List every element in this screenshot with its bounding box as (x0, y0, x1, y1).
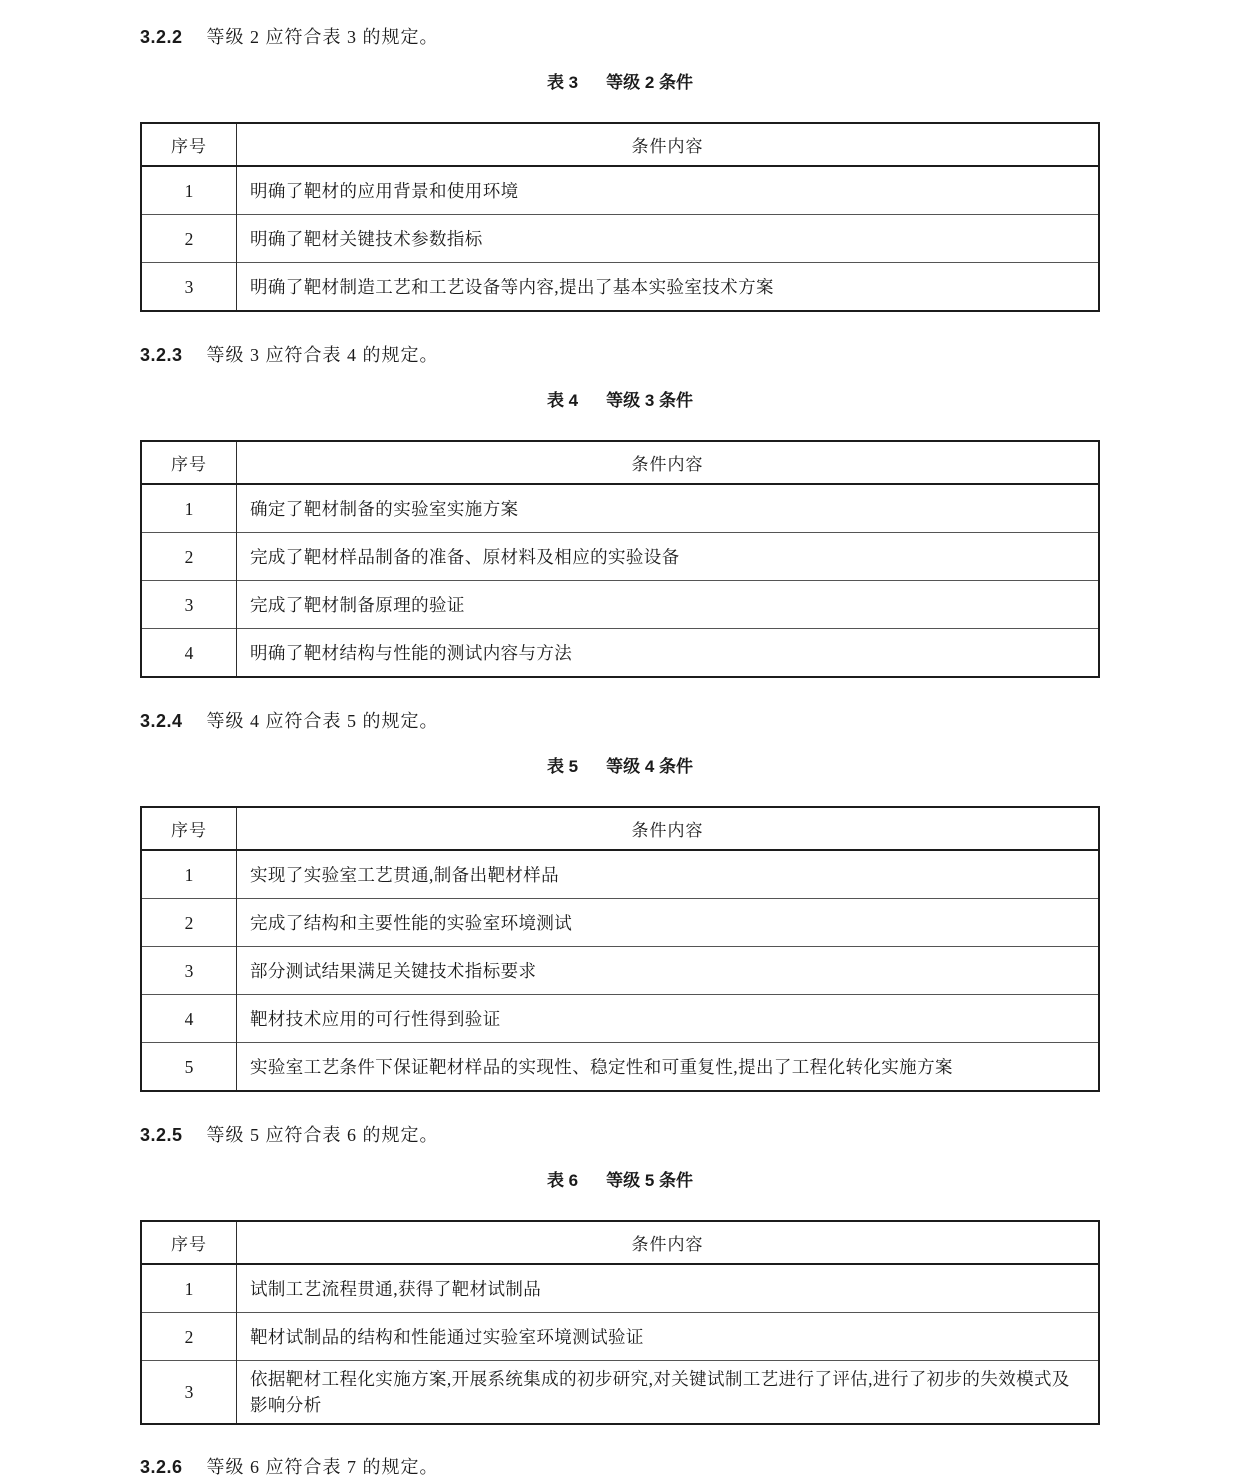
clause-text: 等级 4 应符合表 5 的规定。 (206, 711, 439, 731)
section-3-2-3 (140, 344, 1100, 678)
row-number: 2 (141, 1313, 237, 1361)
table-caption (140, 390, 1100, 412)
clause-number: 3.2.6 (140, 1457, 183, 1477)
table-caption-title: 等级 2 条件 (606, 73, 694, 92)
table-row (141, 1361, 1099, 1425)
table-caption (140, 756, 1100, 778)
row-number: 3 (141, 263, 237, 312)
row-number: 3 (141, 947, 237, 995)
column-header-no: 序号 (141, 1221, 237, 1264)
row-content: 靶材试制品的结构和性能通过实验室环境测试验证 (237, 1313, 1100, 1361)
conditions-table-5 (140, 806, 1100, 1092)
clause-heading (140, 1124, 1100, 1146)
clause-heading (140, 710, 1100, 732)
section-3-2-6 (140, 1456, 1100, 1478)
row-number: 4 (141, 629, 237, 678)
table-row (141, 215, 1099, 263)
table-caption-label: 表 6 (546, 1171, 579, 1190)
table-row (141, 533, 1099, 581)
table-row (141, 1313, 1099, 1361)
row-number: 1 (141, 166, 237, 215)
column-header-no: 序号 (141, 807, 237, 850)
conditions-table-3 (140, 122, 1100, 312)
row-content: 明确了靶材的应用背景和使用环境 (237, 166, 1100, 215)
column-header-content: 条件内容 (237, 441, 1100, 484)
column-header-content: 条件内容 (237, 807, 1100, 850)
clause-number: 3.2.5 (140, 1125, 183, 1145)
row-content: 确定了靶材制备的实验室实施方案 (237, 484, 1100, 533)
row-number: 3 (141, 1361, 237, 1425)
row-content: 实验室工艺条件下保证靶材样品的实现性、稳定性和可重复性,提出了工程化转化实施方案 (237, 1043, 1100, 1092)
row-content: 完成了靶材样品制备的准备、原材料及相应的实验设备 (237, 533, 1100, 581)
table-header-row (141, 1221, 1099, 1264)
row-number: 1 (141, 484, 237, 533)
table-row (141, 263, 1099, 312)
table-row (141, 629, 1099, 678)
table-caption-label: 表 4 (546, 391, 579, 410)
table-caption (140, 1170, 1100, 1192)
clause-text: 等级 6 应符合表 7 的规定。 (206, 1457, 439, 1477)
table-row (141, 850, 1099, 899)
row-content: 实现了实验室工艺贯通,制备出靶材样品 (237, 850, 1100, 899)
table-row (141, 995, 1099, 1043)
clause-heading (140, 344, 1100, 366)
conditions-table-6 (140, 1220, 1100, 1425)
table-row (141, 166, 1099, 215)
clause-text: 等级 5 应符合表 6 的规定。 (206, 1125, 439, 1145)
row-number: 1 (141, 1264, 237, 1313)
row-content: 明确了靶材制造工艺和工艺设备等内容,提出了基本实验室技术方案 (237, 263, 1100, 312)
table-row (141, 581, 1099, 629)
table-header-row (141, 123, 1099, 166)
row-number: 5 (141, 1043, 237, 1092)
column-header-content: 条件内容 (237, 123, 1100, 166)
table-row (141, 1043, 1099, 1092)
row-content: 完成了靶材制备原理的验证 (237, 581, 1100, 629)
table-row (141, 947, 1099, 995)
row-number: 2 (141, 533, 237, 581)
row-number: 4 (141, 995, 237, 1043)
clause-text: 等级 2 应符合表 3 的规定。 (206, 27, 439, 47)
table-row (141, 484, 1099, 533)
column-header-no: 序号 (141, 123, 237, 166)
clause-number: 3.2.2 (140, 27, 183, 47)
row-content: 靶材技术应用的可行性得到验证 (237, 995, 1100, 1043)
table-row (141, 899, 1099, 947)
table-caption-title: 等级 5 条件 (606, 1171, 694, 1190)
clause-text: 等级 3 应符合表 4 的规定。 (206, 345, 439, 365)
table-caption-label: 表 3 (546, 73, 579, 92)
clause-heading (140, 26, 1100, 48)
row-content: 明确了靶材关键技术参数指标 (237, 215, 1100, 263)
table-caption-label: 表 5 (546, 757, 579, 776)
section-3-2-5 (140, 1124, 1100, 1425)
clause-heading (140, 1456, 1100, 1478)
table-caption-title: 等级 4 条件 (606, 757, 694, 776)
column-header-no: 序号 (141, 441, 237, 484)
section-3-2-4 (140, 710, 1100, 1092)
row-number: 2 (141, 215, 237, 263)
clause-number: 3.2.4 (140, 711, 183, 731)
table-header-row (141, 807, 1099, 850)
table-caption-title: 等级 3 条件 (606, 391, 694, 410)
row-content: 部分测试结果满足关键技术指标要求 (237, 947, 1100, 995)
table-header-row (141, 441, 1099, 484)
row-number: 3 (141, 581, 237, 629)
row-content: 完成了结构和主要性能的实验室环境测试 (237, 899, 1100, 947)
conditions-table-4 (140, 440, 1100, 678)
row-content: 明确了靶材结构与性能的测试内容与方法 (237, 629, 1100, 678)
column-header-content: 条件内容 (237, 1221, 1100, 1264)
row-content: 依据靶材工程化实施方案,开展系统集成的初步研究,对关键试制工艺进行了评估,进行了初步的失效模式及影响分析 (237, 1361, 1100, 1425)
table-row (141, 1264, 1099, 1313)
clause-number: 3.2.3 (140, 345, 183, 365)
row-number: 1 (141, 850, 237, 899)
row-content: 试制工艺流程贯通,获得了靶材试制品 (237, 1264, 1100, 1313)
table-caption (140, 72, 1100, 94)
section-3-2-2 (140, 26, 1100, 312)
row-number: 2 (141, 899, 237, 947)
